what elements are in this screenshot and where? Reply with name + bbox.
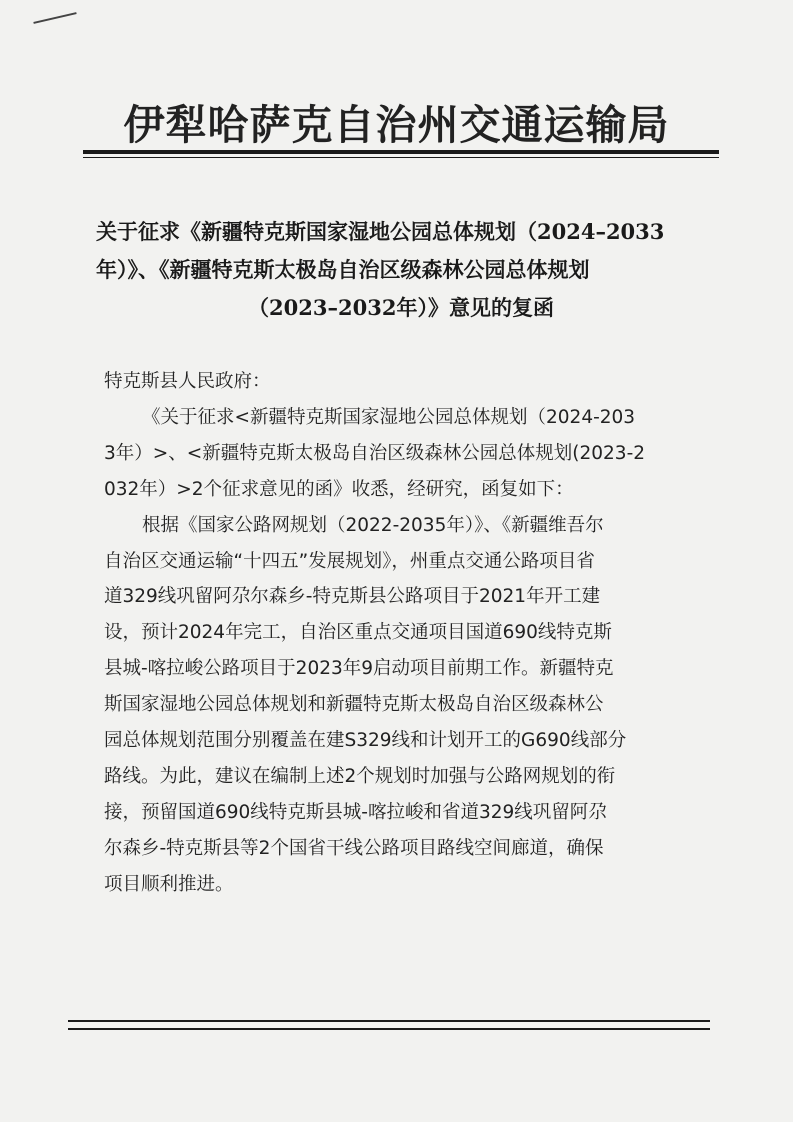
paragraph-2-line: 自治区交通运输“十四五”发展规划》，州重点交通公路项目省 bbox=[104, 550, 595, 572]
paragraph-2-line: 斯国家湿地公园总体规划和新疆特克斯太极岛自治区级森林公 bbox=[104, 694, 604, 716]
pen-mark bbox=[33, 12, 76, 24]
paragraph-2-line: 根据《国家公路网规划（2022-2035年）》、《新疆维吾尔 bbox=[142, 514, 604, 536]
letter-body bbox=[104, 364, 704, 903]
title-line: 年）》、《新疆特克斯太极岛自治区级森林公园总体规划 bbox=[96, 257, 590, 282]
document-title bbox=[96, 213, 706, 327]
paragraph-2-line: 接，预留国道690线特克斯县城-喀拉峻和省道329线巩留阿尕 bbox=[104, 801, 607, 823]
paragraph-2-line: 设，预计2024年完工，自治区重点交通项目国道690线特克斯 bbox=[104, 622, 612, 644]
paragraph-2-line: 路线。为此，建议在编制上述2个规划时加强与公路网规划的衔 bbox=[104, 765, 616, 787]
header-rule-thin bbox=[83, 157, 719, 158]
footer-rule-top bbox=[68, 1020, 710, 1022]
paragraph-1-line: 3年）>、<新疆特克斯太极岛自治区级森林公园总体规划(2023-2 bbox=[104, 442, 646, 464]
paragraph-2-line: 道329线巩留阿尕尔森乡-特克斯县公路项目于2021年开工建 bbox=[104, 586, 601, 608]
paragraph-1-line: 《关于征求<新疆特克斯国家湿地公园总体规划（2024-203 bbox=[142, 406, 636, 428]
paragraph-2-line: 项目顺利推进。 bbox=[104, 873, 234, 895]
salutation: 特克斯县人民政府： bbox=[104, 371, 271, 392]
title-line: 关于征求《新疆特克斯国家湿地公园总体规划（2024–2033 bbox=[96, 219, 665, 244]
header-rule-thick bbox=[83, 150, 719, 154]
paragraph-2-line: 尔森乡-特克斯县等2个国省干线公路项目路线空间廊道，确保 bbox=[104, 837, 604, 859]
paragraph-2-line: 园总体规划范围分别覆盖在建S329线和计划开工的G690线部分 bbox=[104, 730, 627, 752]
issuer-heading: 伊犁哈萨克自治州交通运输局 bbox=[123, 101, 670, 149]
footer-rule-bottom bbox=[68, 1028, 710, 1030]
paragraph-1-line: 032年）>2个征求意见的函》收悉，经研究，函复如下： bbox=[104, 478, 574, 500]
paragraph-2-line: 县城-喀拉峻公路项目于2023年9启动项目前期工作。新疆特克 bbox=[104, 658, 614, 680]
title-line: （2023–2032年）》意见的复函 bbox=[248, 295, 554, 320]
